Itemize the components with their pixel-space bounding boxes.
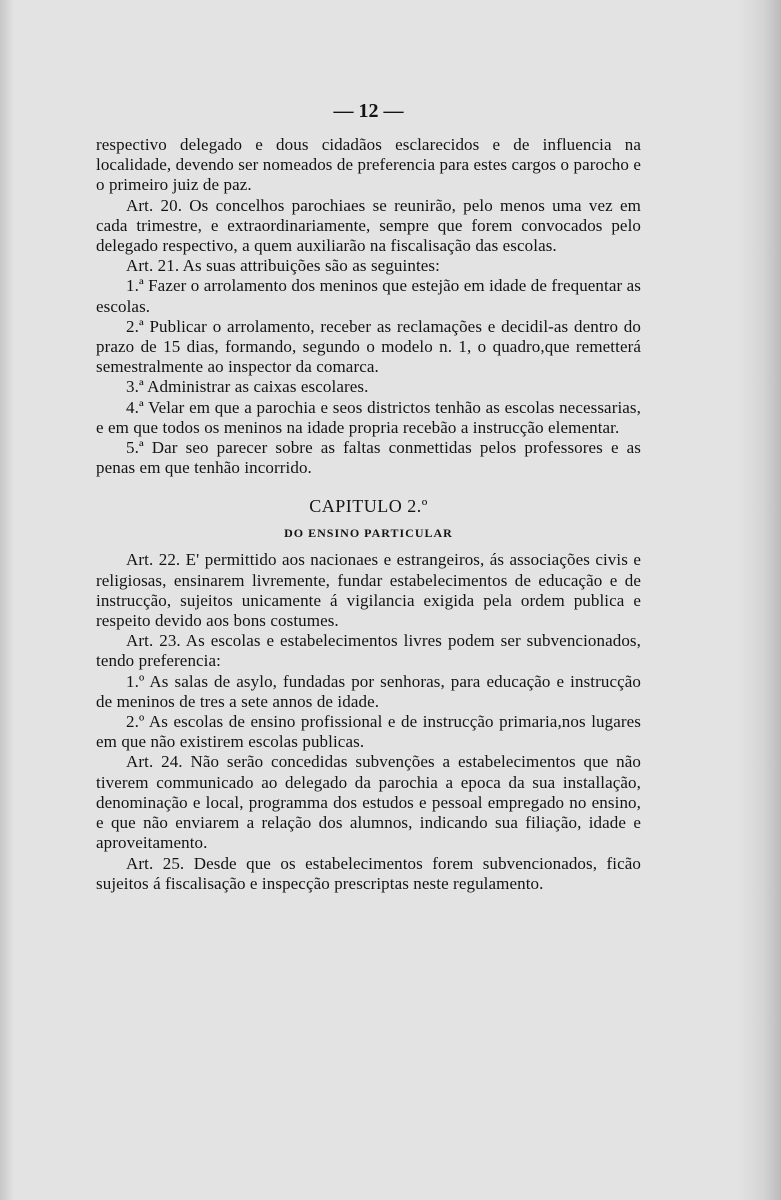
page-right-edge-shadow	[737, 0, 781, 1200]
paragraph-art-24: Art. 24. Não serão concedidas subvenções a estabelecimentos que não tiverem communicado ao delegado da parochia a epoca da sua installação, denominação e local, programma dos estudos e pessoal empregado no ensino, e que não enviarem a relação dos alumnos, indicando sua filiação, idade e aproveitamento.	[96, 752, 641, 853]
paragraph-art-23-item-1: 1.º As salas de asylo, fundadas por senhoras, para educação e instrucção de meninos de tres a sete annos de idade.	[96, 671, 641, 711]
paragraph-art-22: Art. 22. E' permittido aos nacionaes e estrangeiros, ás associações civis e religiosas, ensinarem livremente, fundar estabelecimentos de educação e de instrucção, sujeitos unicamente á vigilancia exigida pela ordem publica e respeito devido aos bons costumes.	[96, 550, 641, 631]
paragraph-item-2: 2.ª Publicar o arrolamento, receber as reclamações e decidil-as dentro do prazo de 15 dias, formando, segundo o modelo n. 1, o quadro,que remetterá semestralmente ao inspector da comarca.	[96, 316, 641, 377]
paragraph-art-20: Art. 20. Os concelhos parochiaes se reunirão, pelo menos uma vez em cada trimestre, e extraordinariamente, sempre que forem convocados pelo delegado respectivo, a quem auxiliarão na fiscalisação das escolas.	[96, 195, 641, 256]
chapter-title: CAPITULO 2.º	[309, 496, 428, 517]
paragraph-item-4: 4.ª Velar em que a parochia e seos districtos tenhão as escolas necessarias, e em que todos os meninos na idade propria recebão a instrucção elementar.	[96, 397, 641, 437]
paragraph-item-5: 5.ª Dar seo parecer sobre as faltas conmettidas pelos professores e as penas em que tenhão incorrido.	[96, 438, 641, 478]
paragraph-art-23-item-2: 2.º As escolas de ensino profissional e de instrucção primaria,nos lugares em que não existirem escolas publicas.	[96, 712, 641, 752]
paragraphs-after-chapter	[96, 550, 641, 893]
paragraph-art-21: Art. 21. As suas attribuições são as seguintes:	[126, 256, 440, 276]
paragraph-item-1: 1.ª Fazer o arrolamento dos meninos que estejão em idade de frequentar as escolas.	[96, 276, 641, 316]
page-left-edge-shadow	[0, 0, 14, 1200]
paragraphs-before-chapter	[96, 135, 641, 478]
paragraph-item-3: 3.ª Administrar as caixas escolares.	[126, 377, 369, 397]
page-text-block	[96, 95, 641, 894]
paragraph-art-25: Art. 25. Desde que os estabelecimentos forem subvencionados, ficão sujeitos á fiscalisação e inspecção prescriptas neste regulamento.	[96, 853, 641, 893]
page-number: — 12 —	[333, 100, 404, 122]
section-title: DO ENSINO PARTICULAR	[284, 526, 453, 541]
paragraph-continuation: respectivo delegado e dous cidadãos esclarecidos e de influencia na localidade, devendo ser nomeados de preferencia para estes cargos o parocho e o primeiro juiz de paz.	[96, 135, 641, 195]
paragraph-art-23: Art. 23. As escolas e estabelecimentos livres podem ser subvencionados, tendo preferencia:	[96, 631, 641, 671]
